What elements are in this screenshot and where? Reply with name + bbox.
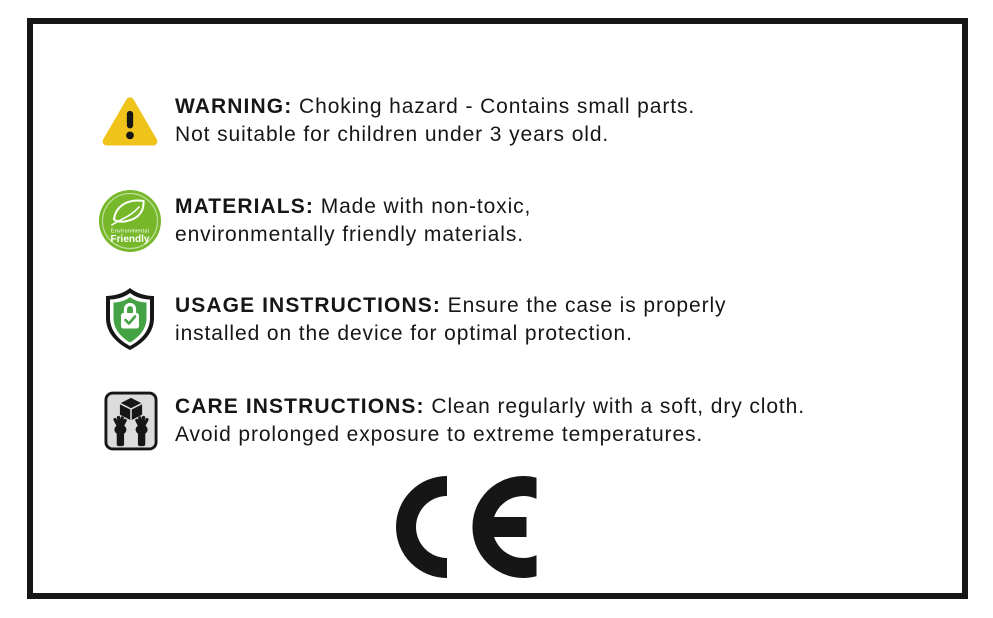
shield-lock-icon-svg <box>102 286 158 352</box>
usage-text <box>175 292 726 348</box>
warning-label: WARNING: <box>175 95 293 118</box>
care-text <box>175 393 805 449</box>
usage-line1: Ensure the case is properly <box>447 294 727 317</box>
materials-label: MATERIALS: <box>175 195 314 218</box>
usage-line2: installed on the device for optimal protection. <box>175 322 633 345</box>
care-line1: Clean regularly with a soft, dry cloth. <box>431 395 805 418</box>
materials-line1: Made with non-toxic, <box>320 195 532 218</box>
care-line2: Avoid prolonged exposure to extreme temperatures. <box>175 423 704 446</box>
eco-badge-line2: Friendly <box>110 234 150 245</box>
warning-triangle-icon <box>102 96 158 146</box>
ce-mark <box>396 476 537 578</box>
handle-with-care-icon-svg <box>104 391 158 451</box>
ce-mark-svg <box>396 476 537 578</box>
care-label: CARE INSTRUCTIONS: <box>175 395 425 418</box>
warning-line1: Choking hazard - Contains small parts. <box>299 95 696 118</box>
eco-friendly-badge-icon <box>99 190 161 252</box>
eco-friendly-badge-icon-svg <box>99 190 161 252</box>
eco-badge-line1: Environmental <box>110 228 150 235</box>
materials-line2: environmentally friendly materials. <box>175 223 524 246</box>
handle-with-care-icon <box>104 391 158 451</box>
warning-text <box>175 93 695 149</box>
usage-label: USAGE INSTRUCTIONS: <box>175 294 441 317</box>
warning-triangle-icon-svg <box>102 96 158 146</box>
shield-lock-icon <box>102 286 158 352</box>
materials-text <box>175 193 531 249</box>
warning-line2: Not suitable for children under 3 years old. <box>175 123 610 146</box>
label-frame <box>27 18 968 599</box>
